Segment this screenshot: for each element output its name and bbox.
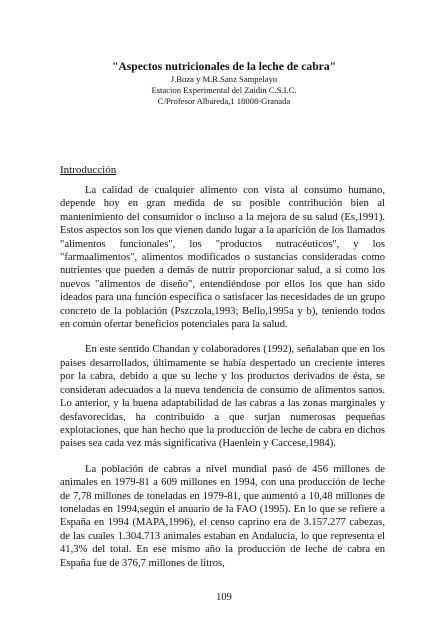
paragraph-1: La calidad de cualquier alimento con vista al consumo humano, depende hoy en gran medida de su posible contribución bien al mantenimiento del consumidor o incluso a la mejora de su salud (Es,1991). Estos aspectos son los que vienen dando lugar a la aparición de los llamados "alimentos funcionales", los "productos nutracéuticos", y los "farmaalimentos", alimentos modificados o sustancias consideradas como nutrientes que pueden a demás de nutrir proporcionar salud, a si como los nuevos "alimentos de diseño", entendiéndose por ellos los que han sido ideados para una función específica o satisfacer las necesidades de un grupo concreto de la población (Pszczola,1993; Bello,1995a y b), teniendo todos en común ofertar beneficios potenciales para la salud. bbox=[60, 185, 385, 331]
authors: J.Boza y M.R.Sanz Sampelayo bbox=[170, 74, 278, 84]
document-header bbox=[0, 60, 448, 108]
page-number: 109 bbox=[216, 592, 232, 603]
institution: Estacion Experimental del Zaidin C.S.I.C. bbox=[151, 85, 297, 96]
paragraph-2: En este sentido Chandan y colaboradores (1992), señalaban que en los paises desarrollados, últimamente se había despertado un creciente interes por la cabra, debido a que su leche y los productos derivados de ésta, se consideran adecuados a la nueva tendencia de consumo de alimentos sanos. Lo anterior, y la buena adaptabilidad de las cabras a las zonas marginales y desfavorecidas, ha contribuido a que surjan numerosas pequeñas explotaciones, que han hecho que la producción de leche de cabra en dichos paises sea cada vez más significativa (Haenlein y Caccese,1984). bbox=[60, 344, 385, 450]
paragraph-3: La población de cabras a nivel mundial pasó de 456 millones de animales en 1979-81 a 609 millones en 1994, con una producción de leche de 7,78 millones de toneladas en 1979-81, que aumentó a 10,48 millones de toneladas en 1994,según el anuario de la FAO (1995). En lo que se refiere a España en 1994 (MAPA,1996), el censo caprino era de 3.157.277 cabezas, de las cuales 1.304.713 animales estaban en Andalucia, lo que representa el 41,3% del total. En ese mismo año la producción de leche de cabra en España fue de 376,7 millones de litros, bbox=[60, 463, 385, 569]
section-heading: Introducción bbox=[60, 164, 117, 176]
body-text bbox=[60, 184, 385, 570]
address: C/Profesor Albareda,1 18008-Granada bbox=[157, 96, 291, 107]
document-title: "Aspectos nutricionales de la leche de cabra" bbox=[111, 60, 337, 73]
